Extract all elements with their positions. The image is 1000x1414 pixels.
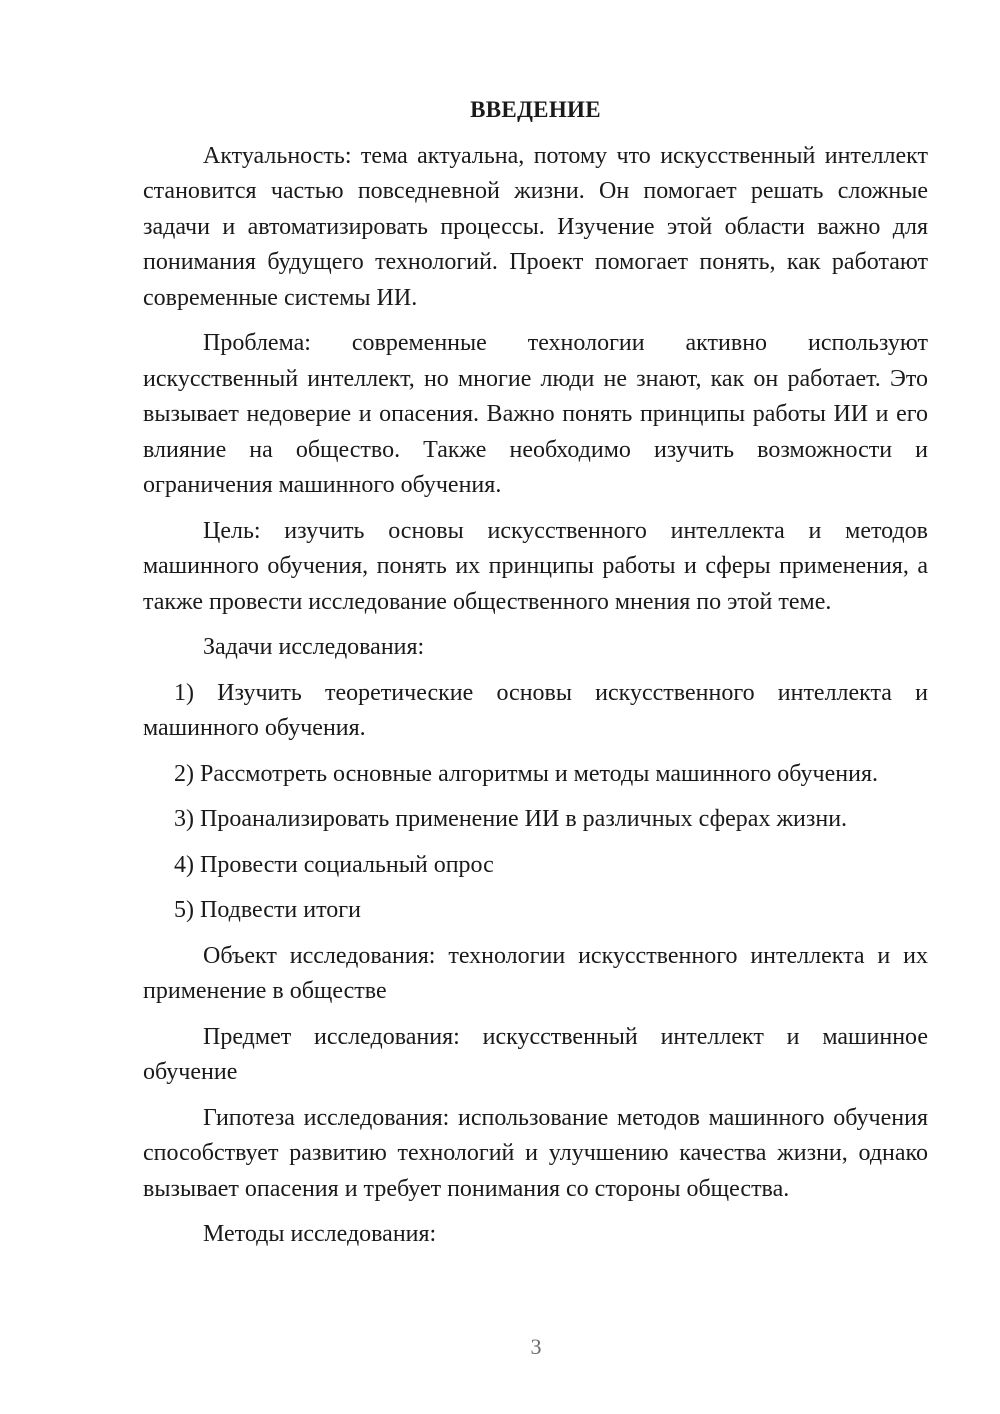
page-number: 3 — [530, 1334, 542, 1359]
problem-paragraph: Проблема: современные технологии активно используют искусственный интеллект, но многие люди не знают, как он работает. Это вызывает недоверие и опасения. Важно понять принципы работы ИИ и его влияние на общество. Также необходимо изучить возможности и ограничения машинного обучения. — [143, 330, 928, 498]
task-item-5: 5) Подвести итоги — [174, 897, 361, 923]
task-item-4: 4) Провести социальный опрос — [174, 851, 494, 878]
task-item-1: 1) Изучить теоретические основы искусственного интеллекта и машинного обучения. — [143, 679, 928, 741]
methods-heading: Методы исследования: — [203, 1221, 437, 1247]
hypothesis-paragraph: Гипотеза исследования: использование методов машинного обучения способствует развитию технологий и улучшению качества жизни, однако вызывает опасения и требует понимания со стороны общества. — [143, 1104, 928, 1202]
page-content — [143, 92, 928, 1253]
goal-paragraph: Цель: изучить основы искусственного интеллекта и методов машинного обучения, понять их принципы работы и сферы применения, а также провести исследование общественного мнения по этой теме. — [143, 517, 928, 615]
subject-paragraph: Предмет исследования: искусственный интеллект и машинное обучение — [143, 1023, 928, 1085]
task-item-2: 2) Рассмотреть основные алгоритмы и методы машинного обучения. — [174, 760, 878, 787]
object-paragraph: Объект исследования: технологии искусственного интеллекта и их применение в обществе — [143, 942, 928, 1004]
section-title: ВВЕДЕНИЕ — [470, 97, 601, 122]
relevance-paragraph: Актуальность: тема актуальна, потому что искусственный интеллект становится частью повседневной жизни. Он помогает решать сложные задачи и автоматизировать процессы. Изучение этой области важно для понимания будущего технологий. Проект помогает понять, как работают современные системы ИИ. — [143, 142, 928, 311]
tasks-heading: Задачи исследования: — [203, 634, 425, 660]
task-item-3: 3) Проанализировать применение ИИ в различных сферах жизни. — [174, 806, 848, 832]
